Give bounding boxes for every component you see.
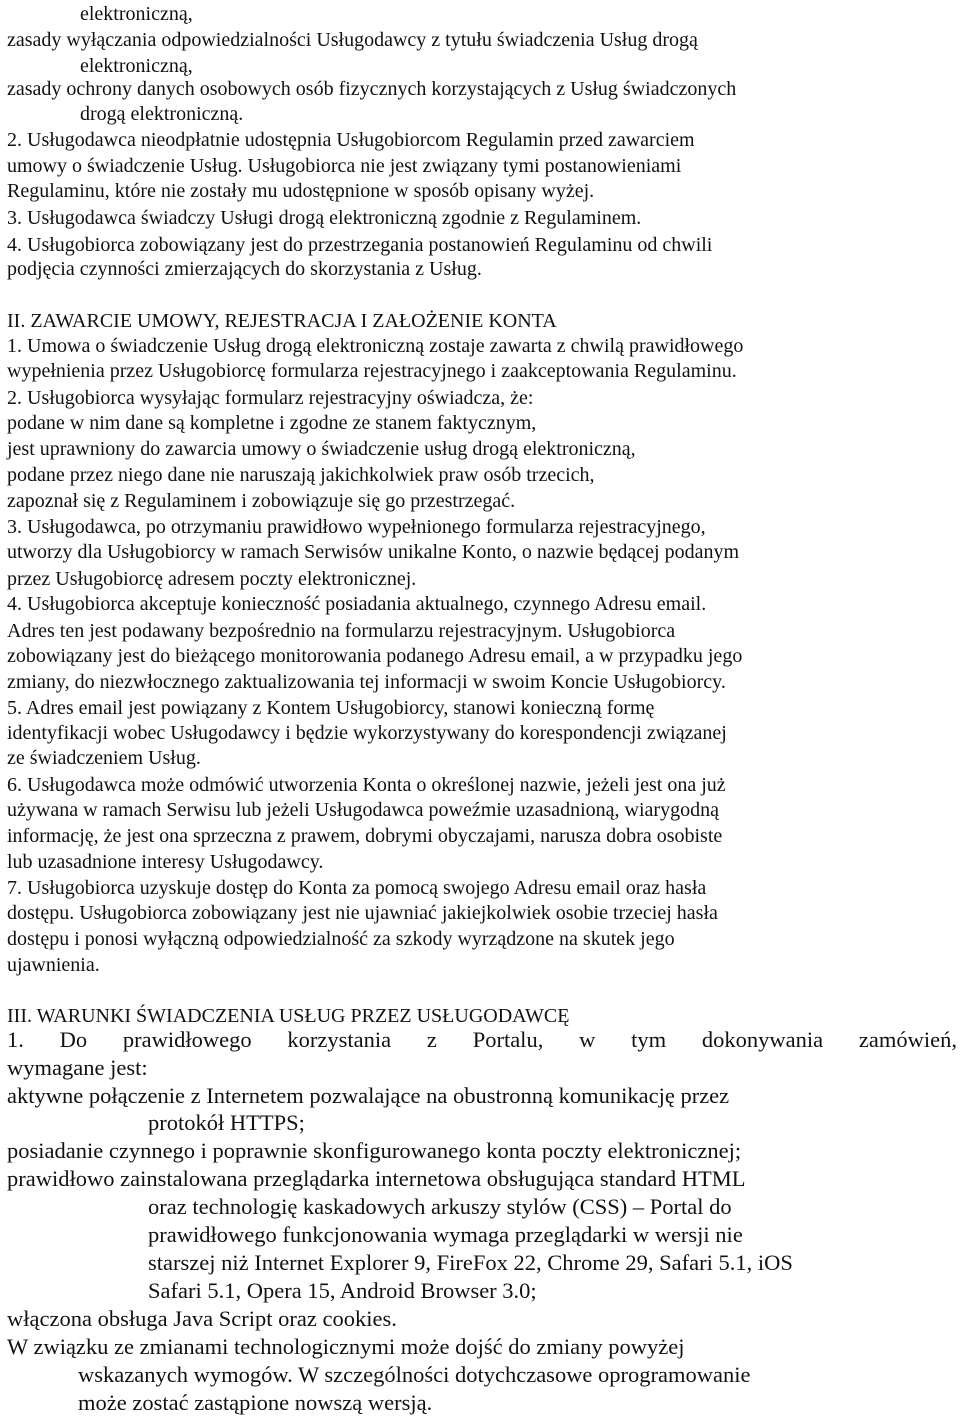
- text-line: 4. Usługobiorca akceptuje konieczność posiadania aktualnego, czynnego Adresu email.: [7, 593, 707, 615]
- list-item: posiadanie czynnego i poprawnie skonfigurowanego konta poczty elektronicznej;: [7, 1138, 742, 1163]
- text-line: wypełnienia przez Usługobiorcę formularza rejestracyjnego i zaakceptowania Regulaminu.: [7, 360, 737, 382]
- list-item: podane przez niego dane nie naruszają jakichkolwiek praw osób trzecich,: [7, 464, 595, 486]
- list-item-continuation: starszej niż Internet Explorer 9, FireFox 22, Chrome 29, Safari 5.1, iOS: [148, 1250, 793, 1275]
- text-line: 2. Usługodawca nieodpłatnie udostępnia Usługobiorcom Regulamin przed zawarciem: [7, 129, 695, 151]
- text-line: dostępu i ponosi wyłączną odpowiedzialność za szkody wyrządzone na skutek jego: [7, 928, 675, 950]
- text-line: przez Usługobiorcę adresem poczty elektronicznej.: [7, 568, 417, 590]
- text-line: wskazanych wymogów. W szczególności dotychczasowe oprogramowanie: [78, 1362, 751, 1387]
- text-line: 6. Usługodawca może odmówić utworzenia Konta o określonej nazwie, jeżeli jest ona już: [7, 774, 726, 796]
- list-item-continuation: oraz technologię kaskadowych arkuszy stylów (CSS) – Portal do: [148, 1194, 732, 1219]
- list-item: prawidłowo zainstalowana przeglądarka internetowa obsługująca standard HTML: [7, 1166, 746, 1191]
- text-line: wymagane jest:: [7, 1055, 148, 1080]
- text-line: elektroniczną,: [80, 3, 193, 25]
- text-line: 5. Adres email jest powiązany z Kontem Usługobiorcy, stanowi konieczną formę: [7, 697, 655, 719]
- text-line: informację, że jest ona sprzeczna z prawem, dobrymi obyczajami, narusza dobra osobiste: [7, 825, 723, 847]
- list-item: włączona obsługa Java Script oraz cookies.: [7, 1306, 397, 1331]
- text-line: zobowiązany jest do bieżącego monitorowania podanego Adresu email, a w przypadku jego: [7, 645, 743, 667]
- list-item: jest uprawniony do zawarcia umowy o świadczenie usług drogą elektroniczną,: [7, 438, 636, 460]
- text-line: używana w ramach Serwisu lub jeżeli Usługodawca poweźmie uzasadnioną, wiarygodną: [7, 799, 719, 821]
- text-line: 1. Do prawidłowego korzystania z Portalu, w tym dokonywania zamówień,: [7, 1027, 957, 1052]
- text-line: 2. Usługobiorca wysyłając formularz rejestracyjny oświadcza, że:: [7, 387, 534, 409]
- text-line: podjęcia czynności zmierzających do skorzystania z Usług.: [7, 258, 482, 280]
- text-line: lub uzasadnione interesy Usługodawcy.: [7, 851, 324, 873]
- text-line: 1. Umowa o świadczenie Usług drogą elektroniczną zostaje zawarta z chwilą prawidłowego: [7, 335, 744, 357]
- text-line: zasady wyłączania odpowiedzialności Usługodawcy z tytułu świadczenia Usług drogą: [7, 29, 698, 51]
- list-item-continuation: prawidłowego funkcjonowania wymaga przeglądarki w wersji nie: [148, 1222, 743, 1247]
- text-line: 3. Usługodawca świadczy Usługi drogą elektroniczną zgodnie z Regulaminem.: [7, 207, 642, 229]
- text-line: elektroniczną,: [80, 55, 193, 77]
- list-item: zapoznał się z Regulaminem i zobowiązuje się go przestrzegać.: [7, 490, 516, 512]
- text-line: drogą elektroniczną.: [80, 103, 244, 125]
- text-line: 4. Usługobiorca zobowiązany jest do przestrzegania postanowień Regulaminu od chwili: [7, 234, 713, 256]
- list-item-continuation: protokół HTTPS;: [148, 1110, 305, 1135]
- text-line: Adres ten jest podawany bezpośrednio na formularzu rejestracyjnym. Usługobiorca: [7, 620, 676, 642]
- section-heading: II. ZAWARCIE UMOWY, REJESTRACJA I ZAŁOŻENIE KONTA: [7, 310, 557, 332]
- text-line: W związku ze zmianami technologicznymi może dojść do zmiany powyżej: [7, 1334, 685, 1359]
- list-item: podane w nim dane są kompletne i zgodne ze stanem faktycznym,: [7, 412, 537, 434]
- text-line: Regulaminu, które nie zostały mu udostępnione w sposób opisany wyżej.: [7, 180, 595, 202]
- list-item: aktywne połączenie z Internetem pozwalające na obustronną komunikację przez: [7, 1083, 730, 1108]
- text-line: utworzy dla Usługobiorcy w ramach Serwisów unikalne Konto, o nazwie będącej podanym: [7, 541, 740, 563]
- text-line: zmiany, do niezwłocznego zaktualizowania tej informacji w swoim Koncie Usługobiorcy.: [7, 671, 726, 693]
- text-line: 3. Usługodawca, po otrzymaniu prawidłowo wypełnionego formularza rejestracyjnego,: [7, 516, 706, 538]
- section-heading: III. WARUNKI ŚWIADCZENIA USŁUG PRZEZ USŁUGODAWCĘ: [7, 1005, 570, 1027]
- text-line: może zostać zastąpione nowszą wersją.: [78, 1390, 433, 1415]
- list-item-continuation: Safari 5.1, Opera 15, Android Browser 3.0;: [148, 1278, 537, 1303]
- text-line: zasady ochrony danych osobowych osób fizycznych korzystających z Usług świadczonych: [7, 78, 737, 100]
- text-line: umowy o świadczenie Usług. Usługobiorca nie jest związany tymi postanowieniami: [7, 155, 682, 177]
- text-line: dostępu. Usługobiorca zobowiązany jest nie ujawniać jakiejkolwiek osobie trzeciej hasła: [7, 902, 718, 924]
- text-line: ze świadczeniem Usług.: [7, 747, 201, 769]
- text-line: 7. Usługobiorca uzyskuje dostęp do Konta za pomocą swojego Adresu email oraz hasła: [7, 877, 707, 899]
- text-line: identyfikacji wobec Usługodawcy i będzie wykorzystywany do korespondencji związanej: [7, 722, 727, 744]
- text-line: ujawnienia.: [7, 954, 100, 976]
